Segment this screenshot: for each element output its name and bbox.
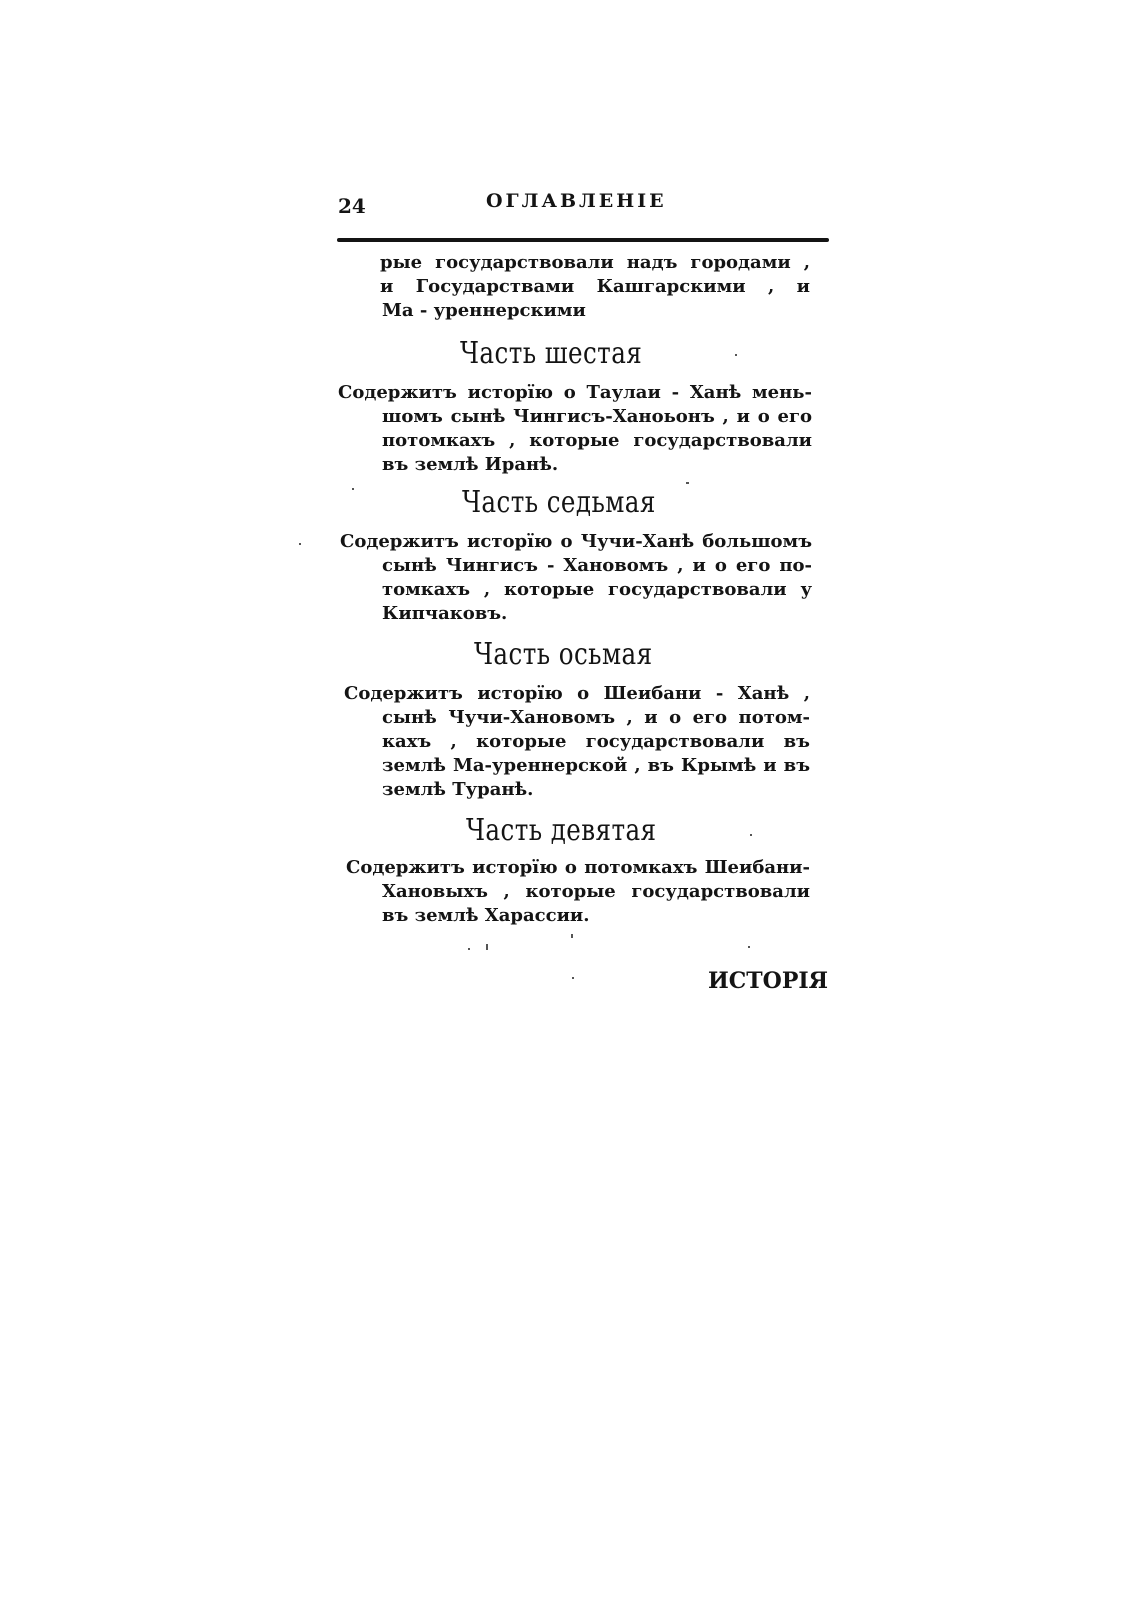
section-line: Содержитъ исторїю о Чучи-Ханѣ большомъ bbox=[340, 531, 812, 552]
scan-speck bbox=[468, 948, 470, 950]
intro-line: рые государствовали надъ городами , bbox=[380, 252, 810, 273]
header-rule bbox=[337, 238, 829, 242]
scan-speck bbox=[299, 543, 301, 545]
catchword: ИСТОРІЯ bbox=[708, 968, 829, 994]
section-line: Хановыхъ , которые государствовали bbox=[382, 881, 810, 902]
scan-speck bbox=[748, 946, 750, 948]
section-line: сынѣ Чингисъ - Хановомъ , и о его по- bbox=[382, 555, 812, 576]
section-line: Содержитъ исторїю о потомкахъ Шеибани- bbox=[346, 857, 810, 878]
section-line: въ землѣ Иранѣ. bbox=[382, 454, 559, 475]
section-heading: Часть шестая bbox=[460, 336, 643, 371]
section-line: потомкахъ , которые государствовали bbox=[382, 430, 812, 451]
intro-line: и Государствами Кашгарскими , и bbox=[380, 276, 810, 297]
running-title: ОГЛАВЛЕНІЕ bbox=[486, 190, 667, 212]
section-line: землѣ Ма-уреннерской , въ Крымѣ и въ bbox=[382, 755, 810, 776]
section-line: шомъ сынѣ Чингисъ-Ханоьонъ , и о его bbox=[382, 406, 812, 427]
scan-speck bbox=[486, 944, 488, 950]
section-heading: Часть осьмая bbox=[474, 637, 653, 672]
section-line: кахъ , которые государствовали въ bbox=[382, 731, 810, 752]
scan-speck bbox=[352, 488, 354, 490]
section-line: томкахъ , которые государствовали у bbox=[382, 579, 812, 600]
scan-speck bbox=[735, 354, 737, 356]
page-number: 24 bbox=[338, 194, 366, 218]
section-line: Содержитъ исторїю о Таулаи - Ханѣ мень- bbox=[338, 382, 812, 403]
section-line: въ землѣ Харассии. bbox=[382, 905, 590, 926]
section-line: сынѣ Чучи-Хановомъ , и о его потом- bbox=[382, 707, 810, 728]
section-line: землѣ Туранѣ. bbox=[382, 779, 534, 800]
intro-line: Ма - уреннерскими bbox=[382, 300, 586, 321]
scan-speck bbox=[571, 934, 573, 938]
section-line: Кипчаковъ. bbox=[382, 603, 508, 624]
section-heading: Часть седьмая bbox=[462, 485, 656, 520]
scan-speck bbox=[750, 834, 752, 836]
page-header bbox=[338, 190, 828, 230]
section-heading: Часть девятая bbox=[466, 813, 657, 848]
scan-speck bbox=[572, 977, 574, 979]
scan-speck bbox=[686, 482, 689, 484]
section-line: Содержитъ исторїю о Шеибани - Ханѣ , bbox=[344, 683, 810, 704]
